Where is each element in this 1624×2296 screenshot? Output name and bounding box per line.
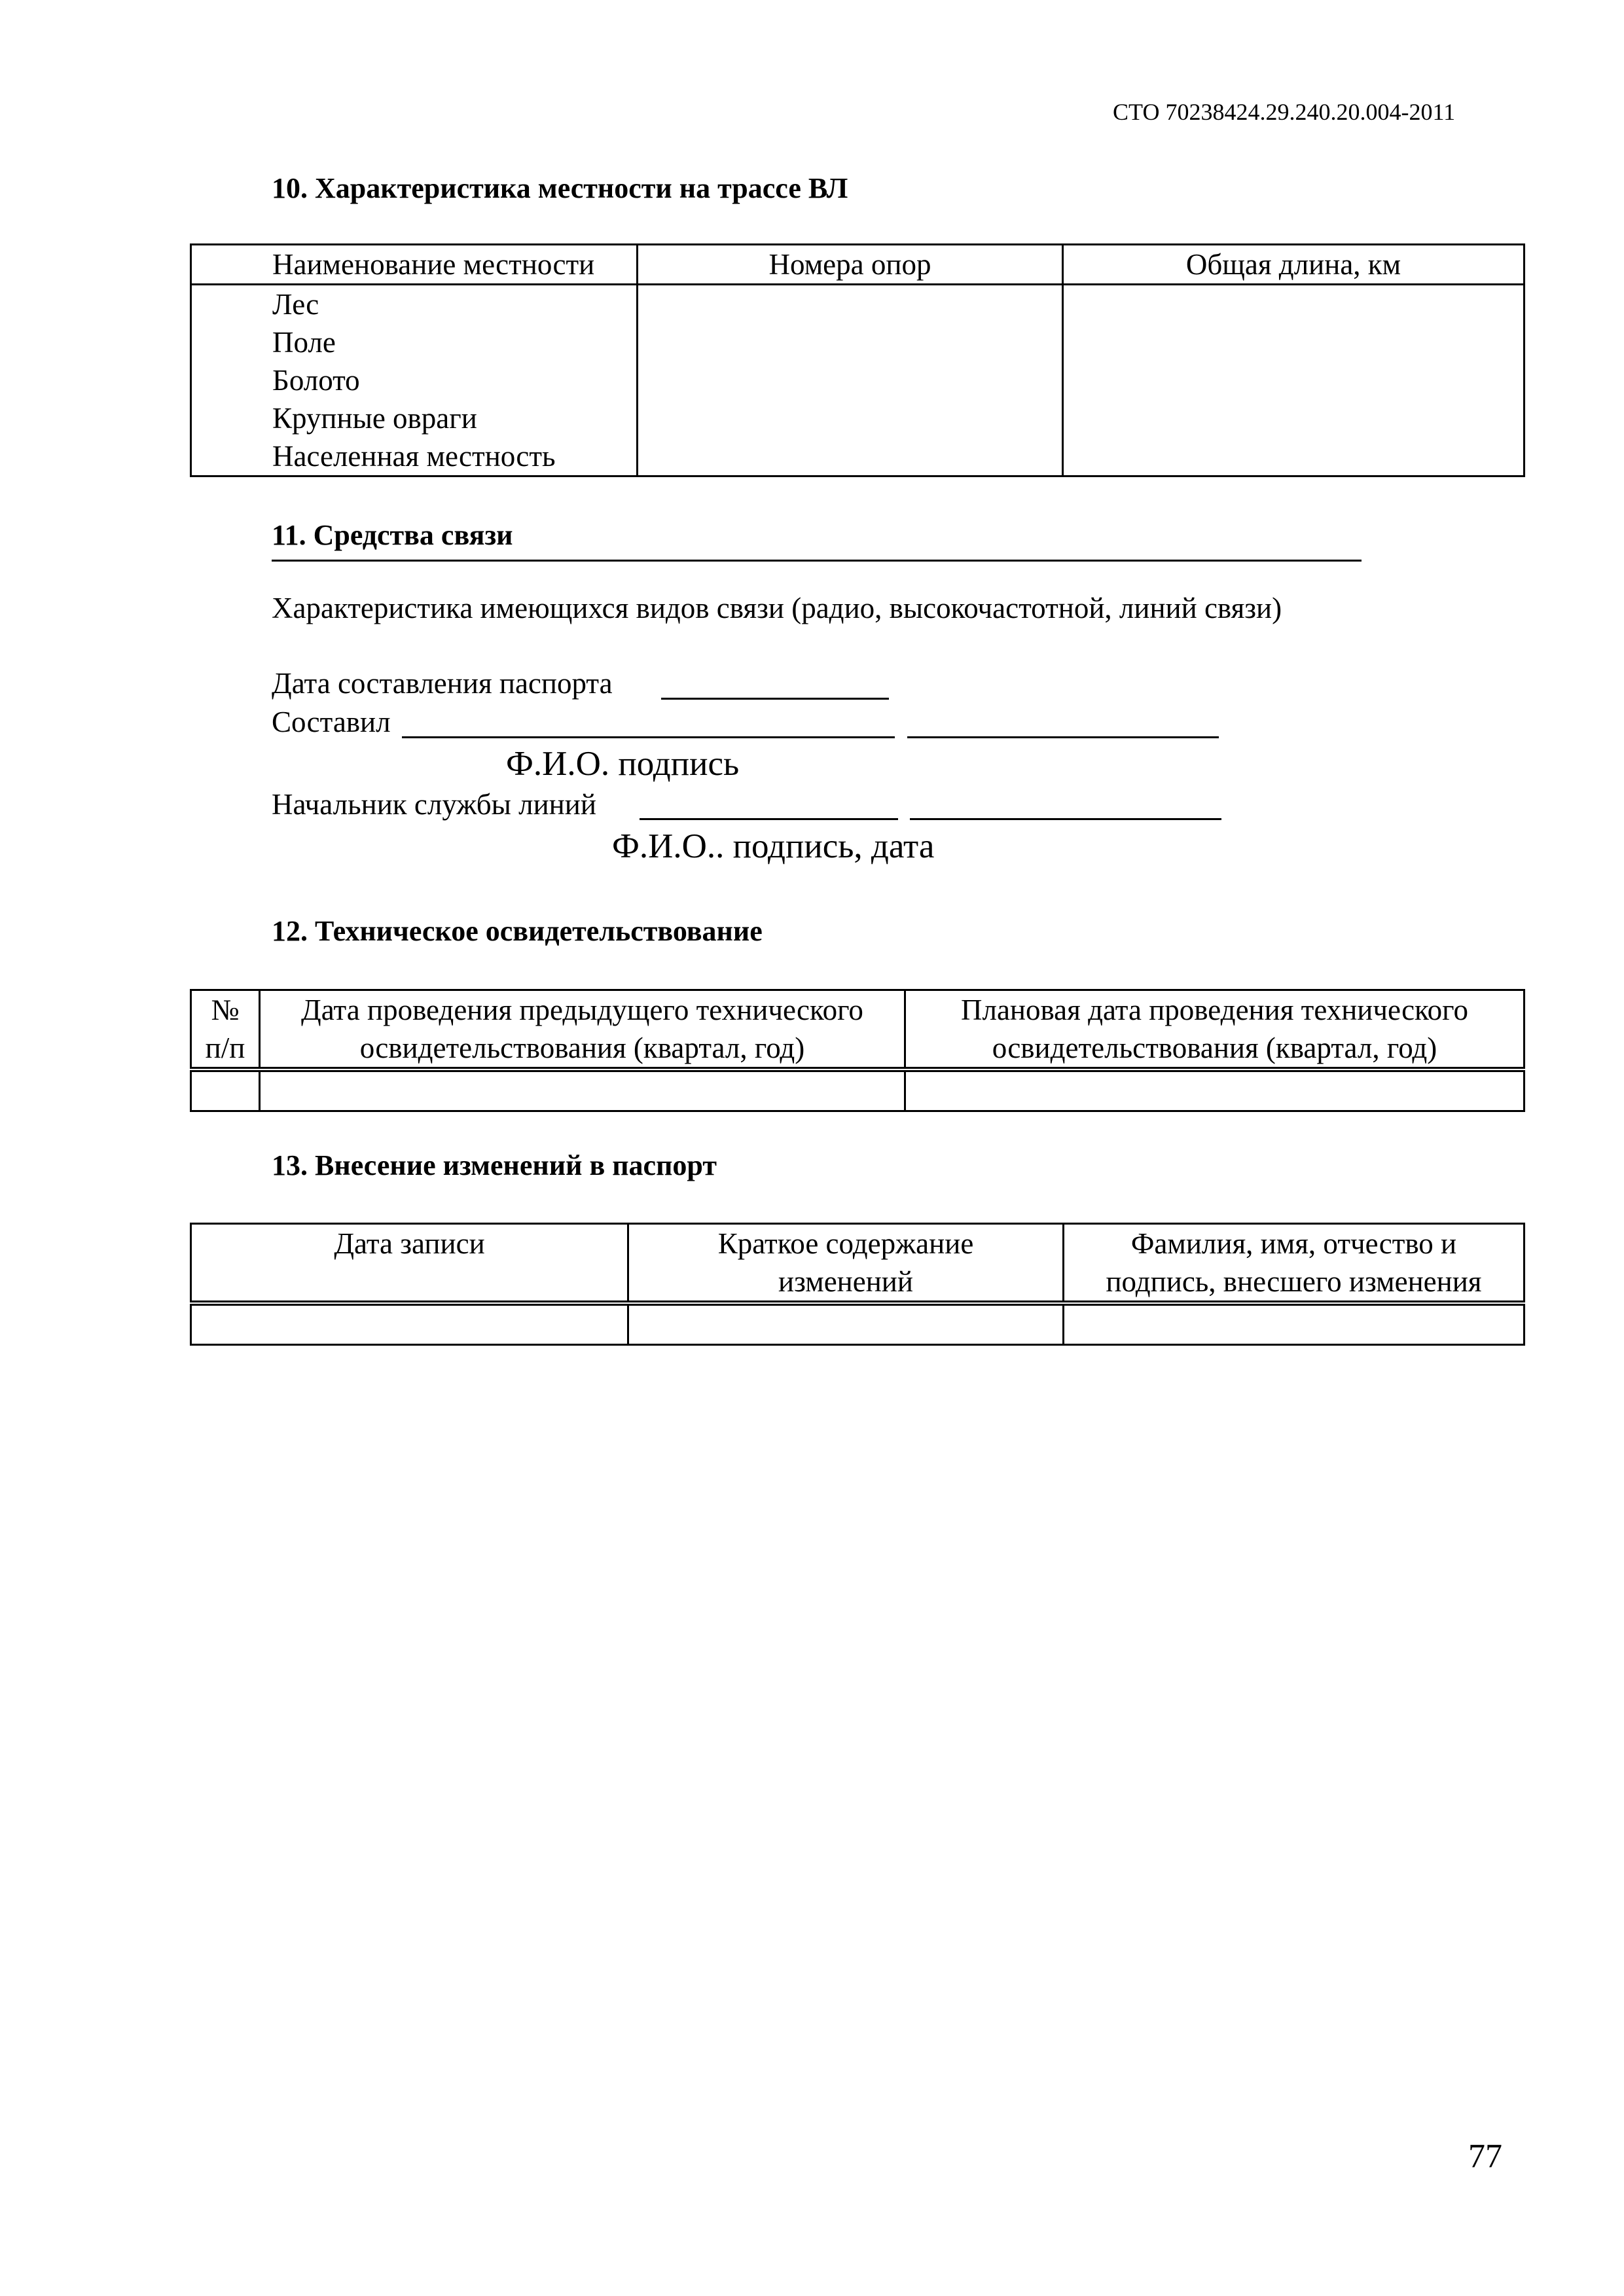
- list-item: Лес: [272, 288, 319, 321]
- col-planned-line1: Плановая дата проведения технического: [961, 994, 1468, 1026]
- col-number: [191, 990, 260, 1070]
- table-row: [191, 285, 1525, 476]
- chief-caption: Ф.И.О.. подпись, дата: [612, 827, 935, 865]
- table-header-row: [191, 990, 1525, 1070]
- col-person-line1: Фамилия, имя, отчество и: [1130, 1227, 1457, 1260]
- section-10-title: 10. Характеристика местности на трассе ВЛ: [272, 172, 848, 204]
- col-record-date-label: Дата записи: [334, 1227, 485, 1260]
- table-header-row: [191, 245, 1525, 285]
- list-item: Крупные овраги: [272, 402, 477, 435]
- section-11-title: 11. Средства связи: [272, 519, 513, 551]
- col-record-date: [191, 1224, 628, 1304]
- terrain-table: [190, 243, 1525, 477]
- communication-line: [272, 560, 1362, 562]
- col-previous-line1: Дата проведения предыдущего технического: [301, 994, 863, 1026]
- col-total-length: Общая длина, км: [1063, 245, 1525, 285]
- chief-signature-line: [910, 818, 1221, 820]
- col-person-line2: подпись, внесшего изменения: [1106, 1265, 1482, 1298]
- table-row: [191, 1069, 1525, 1111]
- pole-numbers-cell: [638, 285, 1063, 476]
- inspection-table: [190, 989, 1525, 1112]
- col-summary-line1: Краткое содержание: [717, 1227, 974, 1260]
- empty-cell: [191, 1069, 260, 1111]
- document-code: СТО 70238424.29.240.20.004-2011: [1113, 99, 1456, 125]
- passport-date-line: [661, 698, 889, 700]
- list-item: Болото: [272, 364, 360, 397]
- empty-cell: [191, 1303, 628, 1345]
- col-planned-line2: освидетельствования (квартал, год): [992, 1031, 1437, 1064]
- table-header-row: [191, 1224, 1525, 1304]
- section-12-title: 12. Техническое освидетельствование: [272, 915, 763, 947]
- empty-cell: [1064, 1303, 1525, 1345]
- section-13-title: 13. Внесение изменений в паспорт: [272, 1149, 717, 1181]
- compiled-name-line: [402, 736, 895, 738]
- empty-cell: [628, 1303, 1064, 1345]
- changes-table: [190, 1223, 1525, 1346]
- page-number: 77: [1468, 2138, 1502, 2175]
- empty-cell: [260, 1069, 905, 1111]
- passport-date-label: Дата составления паспорта: [272, 667, 613, 700]
- compiled-label: Составил: [272, 706, 391, 738]
- col-change-summary: [628, 1224, 1064, 1304]
- chief-name-line: [640, 818, 898, 820]
- list-item: Населенная местность: [272, 440, 556, 473]
- col-summary-line2: изменений: [778, 1265, 913, 1298]
- communication-caption: Характеристика имеющихся видов связи (радио, высокочастотной, линий связи): [272, 592, 1282, 624]
- compiled-signature-line: [907, 736, 1219, 738]
- empty-cell: [905, 1069, 1525, 1111]
- total-length-cell: [1063, 285, 1525, 476]
- col-pole-numbers: Номера опор: [638, 245, 1063, 285]
- chief-label: Начальник службы линий: [272, 788, 596, 821]
- terrain-list: [191, 285, 638, 476]
- table-row: [191, 1303, 1525, 1345]
- col-previous-line2: освидетельствования (квартал, год): [359, 1031, 805, 1064]
- list-item: Поле: [272, 326, 336, 359]
- col-number-line2: п/п: [205, 1031, 245, 1064]
- col-number-line1: №: [211, 994, 240, 1026]
- col-person: [1064, 1224, 1525, 1304]
- col-planned-inspection: [905, 990, 1525, 1070]
- col-previous-inspection: [260, 990, 905, 1070]
- col-terrain-name: Наименование местности: [191, 245, 638, 285]
- compiled-caption: Ф.И.О. подпись: [506, 745, 740, 783]
